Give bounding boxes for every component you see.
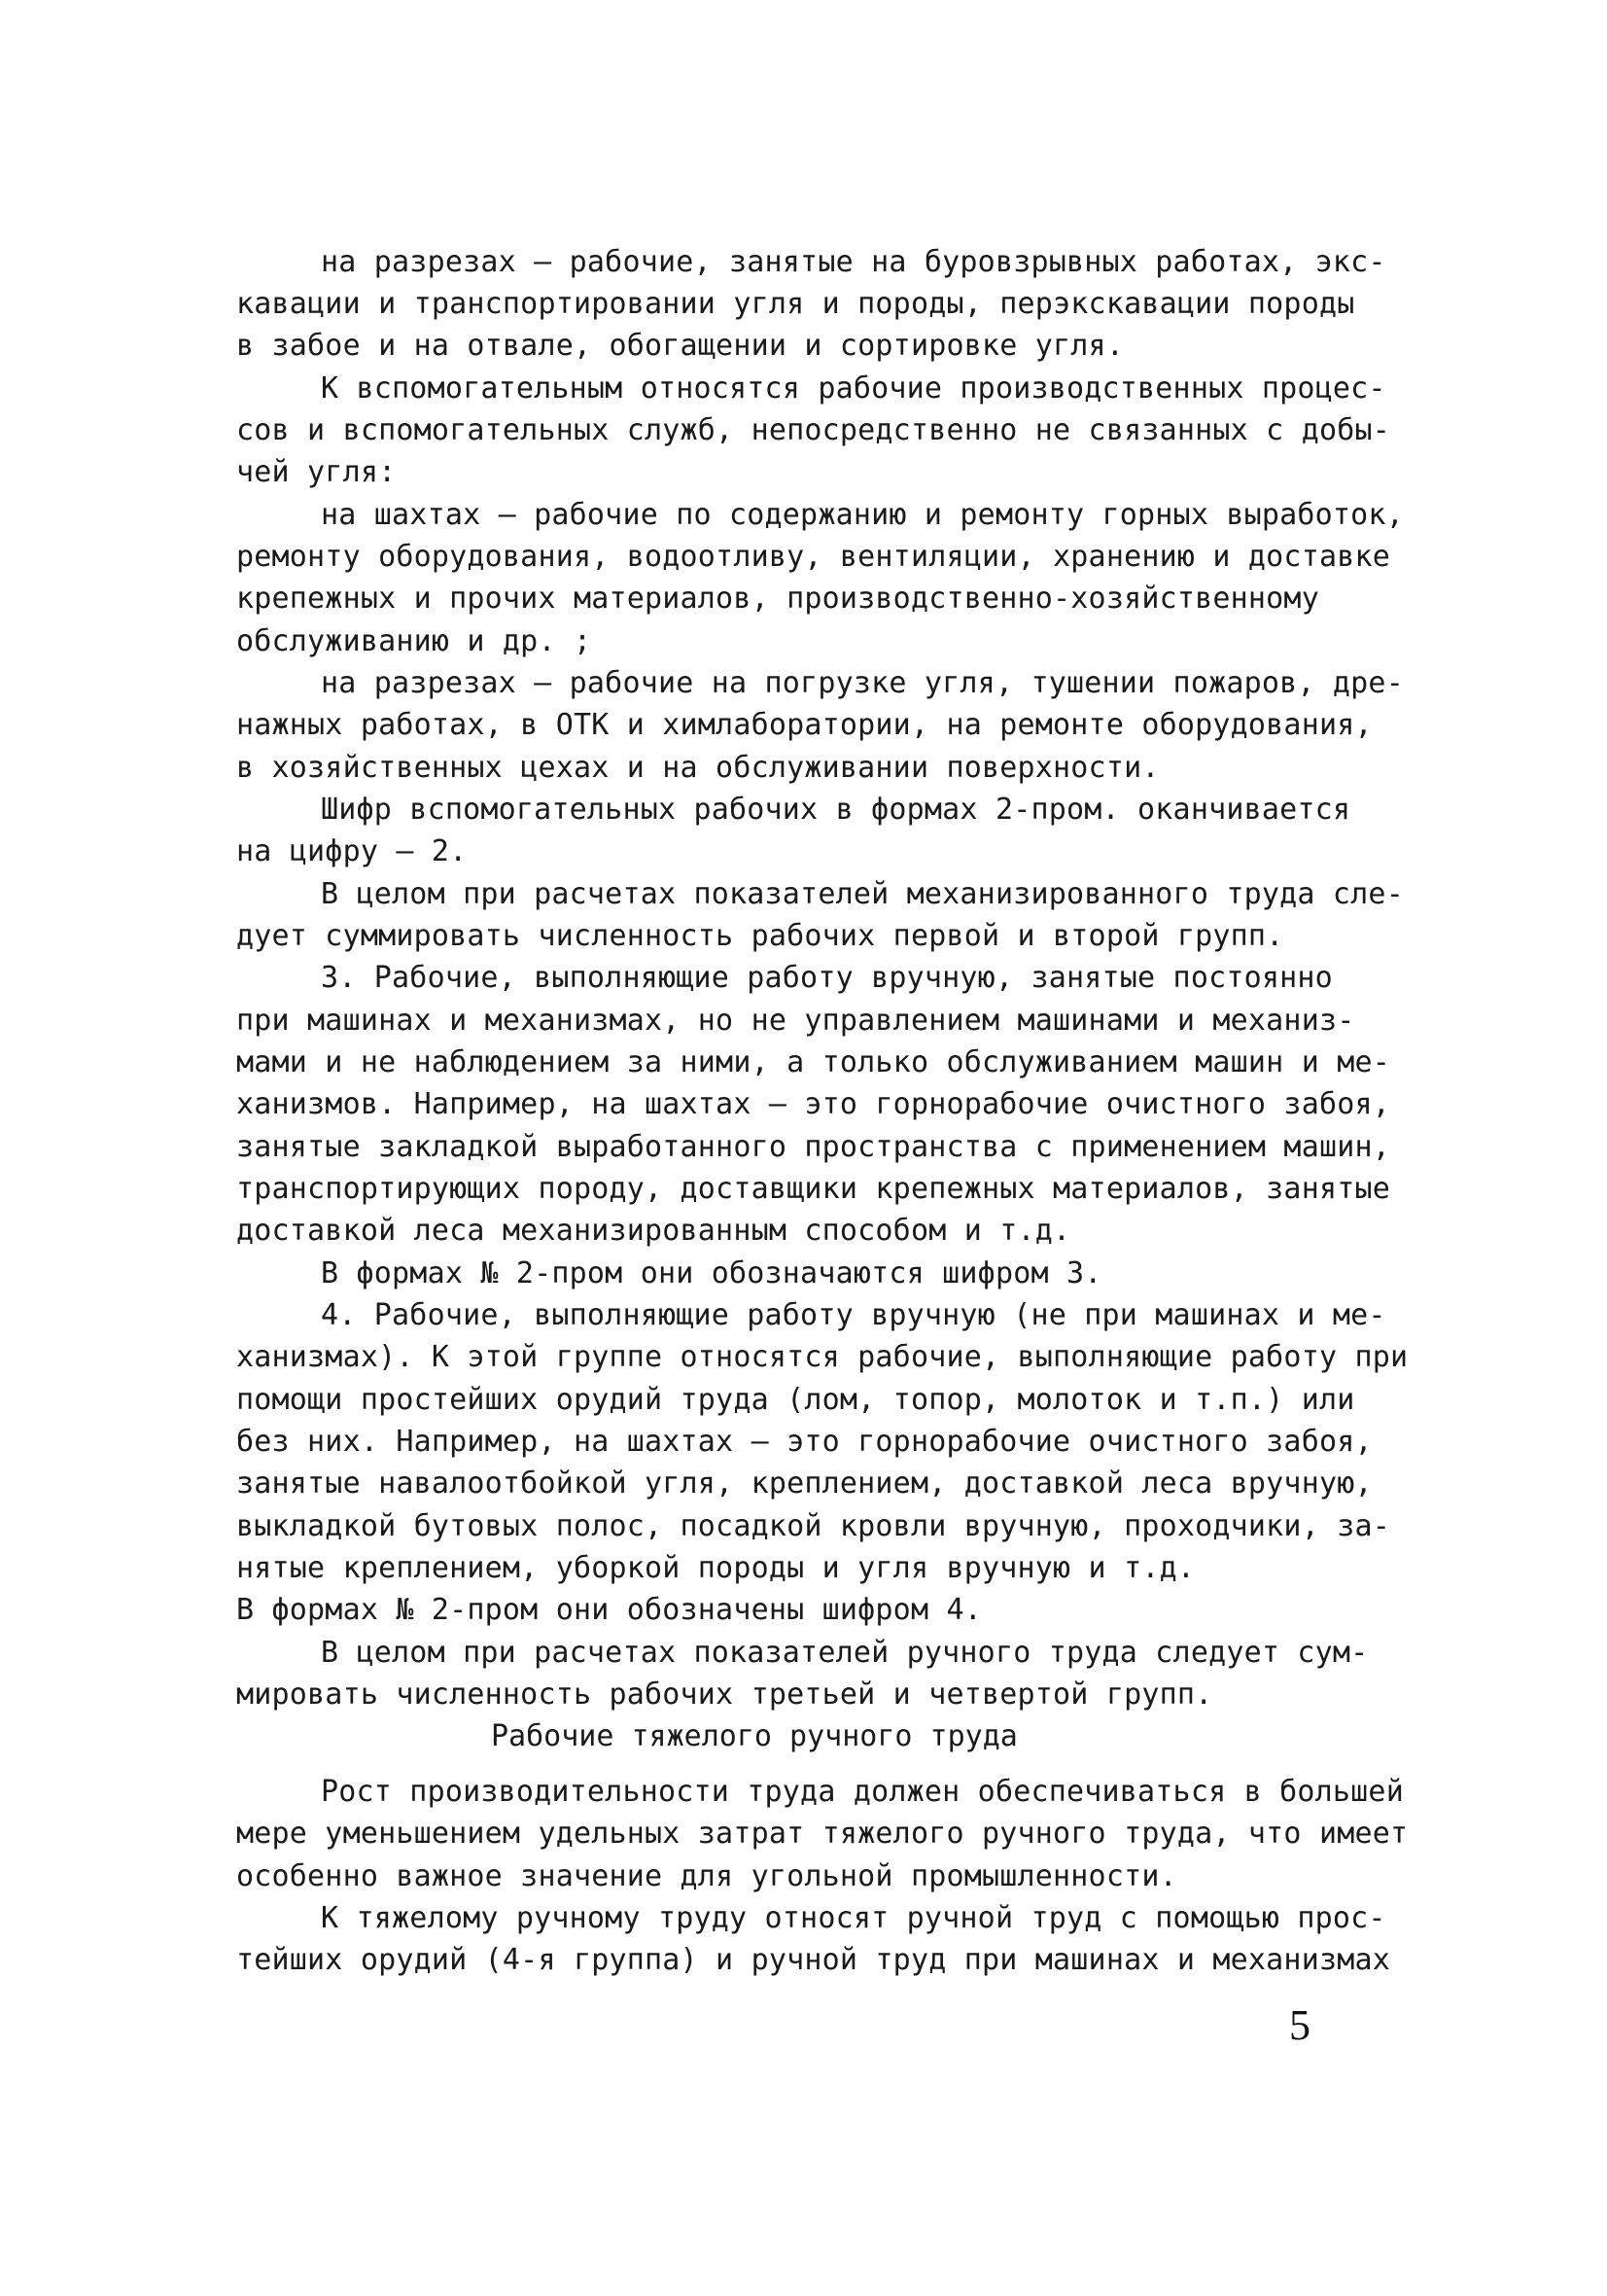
text-line: К вспомогательным относятся рабочие производственных процес- bbox=[321, 371, 1386, 406]
text-line: В формах № 2-пром они обозначаются шифром 3. bbox=[321, 1256, 1102, 1290]
text-line: в хозяйственных цехах и на обслуживании поверхности. bbox=[236, 751, 1160, 785]
text-line: мере уменьшением удельных затрат тяжелого ручного труда, что имеет bbox=[236, 1817, 1409, 1851]
text-line: на разрезах – рабочие на погрузке угля, тушении пожаров, дре- bbox=[321, 666, 1404, 700]
text-line: ханизмах). К этой группе относятся рабочие, выполняющие работу при bbox=[236, 1340, 1409, 1374]
text-line: без них. Например, на шахтах – это горнорабочие очистного забоя, bbox=[236, 1425, 1373, 1459]
text-line: на шахтах – рабочие по содержанию и ремонту горных выработок, bbox=[321, 498, 1404, 532]
text-line: К тяжелому ручному труду относят ручной труд с помощью прос- bbox=[321, 1901, 1386, 1935]
text-line: занятые закладкой выработанного пространства с применением машин, bbox=[236, 1130, 1390, 1164]
text-line: выкладкой бутовых полос, посадкой кровли вручную, проходчики, за- bbox=[236, 1509, 1390, 1543]
text-line: Рост производительности труда должен обеспечиваться в большей bbox=[321, 1775, 1404, 1809]
text-line: мировать численность рабочих третьей и четвертой групп. bbox=[236, 1678, 1213, 1712]
text-line: на цифру – 2. bbox=[236, 834, 468, 868]
text-line: при машинах и механизмах, но не управлением машинами и механиз- bbox=[236, 1004, 1355, 1038]
text-line: обслуживанию и др. ; bbox=[236, 624, 592, 658]
text-line: 4. Рабочие, выполняющие работу вручную (не при машинах и ме- bbox=[321, 1298, 1386, 1332]
text-line: Шифр вспомогательных рабочих в формах 2-пром. оканчивается bbox=[321, 793, 1351, 827]
text-line: транспортирующих породу, доставщики крепежных материалов, занятые bbox=[236, 1172, 1390, 1206]
text-line: В формах № 2-пром они обозначены шифром 4. bbox=[236, 1593, 982, 1627]
text-line: кавации и транспортировании угля и породы, перэкскавации породы bbox=[236, 287, 1355, 321]
text-line: В целом при расчетах показателей ручного труда следует сум- bbox=[321, 1636, 1369, 1670]
text-line: тейших орудий (4-я группа) и ручной труд при машинах и механизмах bbox=[236, 1943, 1390, 1977]
text-line: дует суммировать численность рабочих первой и второй групп. bbox=[236, 919, 1284, 953]
text-line: крепежных и прочих материалов, производственно-хозяйственному bbox=[236, 582, 1319, 616]
text-line: на разрезах – рабочие, занятые на буровзрывных работах, экс- bbox=[321, 245, 1386, 279]
text-line: помощи простейших орудий труда (лом, топор, молоток и т.п.) или bbox=[236, 1383, 1355, 1417]
text-line: доставкой леса механизированным способом и т.д. bbox=[236, 1214, 1071, 1248]
text-line: особенно важное значение для угольной промышленности. bbox=[236, 1859, 1177, 1893]
text-line: занятые навалоотбойкой угля, креплением, доставкой леса вручную, bbox=[236, 1466, 1373, 1501]
page-number: 5 bbox=[1289, 2001, 1310, 2049]
text-line: в забое и на отвале, обогащении и сортировке угля. bbox=[236, 329, 1125, 363]
text-line: ремонту оборудования, водоотливу, вентиляции, хранению и доставке bbox=[236, 540, 1390, 574]
text-line: нятые креплением, уборкой породы и угля вручную и т.д. bbox=[236, 1551, 1196, 1585]
text-line: мами и не наблюдением за ними, а только обслуживанием машин и ме- bbox=[236, 1045, 1390, 1079]
text-line: В целом при расчетах показателей механизированного труда сле- bbox=[321, 877, 1404, 911]
text-line: 3. Рабочие, выполняющие работу вручную, занятые постоянно bbox=[321, 961, 1333, 995]
section-heading: Рабочие тяжелого ручного труда bbox=[491, 1719, 1018, 1753]
text-line: сов и вспомогательных служб, непосредственно не связанных с добы- bbox=[236, 413, 1390, 447]
text-line: чей угля: bbox=[236, 455, 397, 489]
text-line: ханизмов. Например, на шахтах – это горнорабочие очистного забоя, bbox=[236, 1087, 1390, 1121]
text-line: нажных работах, в ОТК и химлаборатории, на ремонте оборудования, bbox=[236, 708, 1373, 742]
